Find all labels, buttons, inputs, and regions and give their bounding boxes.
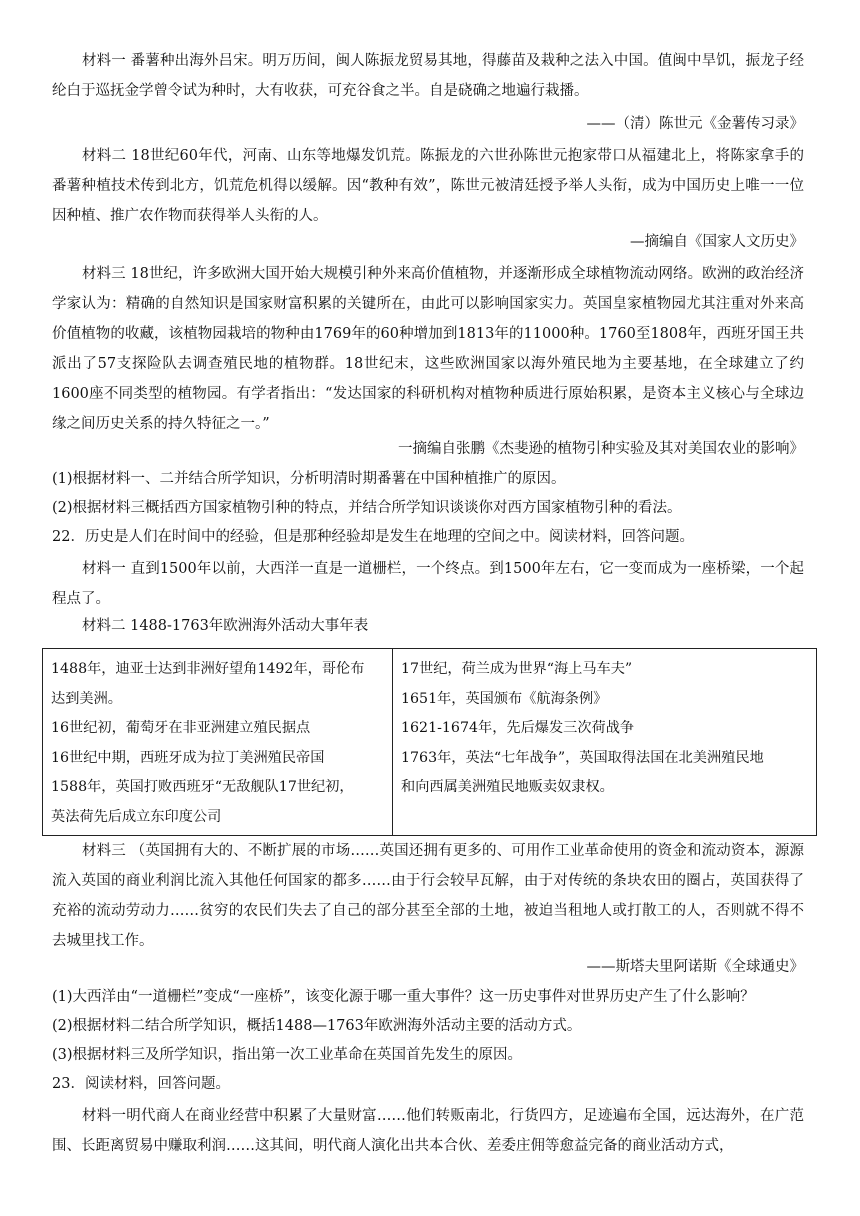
q22-material-3-text: 材料三 （英国拥有大的、不断扩展的市场……英国还拥有更多的、可用作工业革命使用的资金和流动资本，源源流入英国的商业利润比流入其他任何国家的都多……由于行会较早瓦解，由于对传统的条块农田的圈占，英国获得了充裕的流动劳动力……贫穷的农民们失去了自己的部分甚至全部的土地，被迫当租地人或打散工的人，否则就不得不去城里找工作。 <box>52 843 804 949</box>
table-left-line: 1488年，迪亚士达到非洲好望角1492年，哥伦布 <box>51 661 365 677</box>
table-left-line: 16世纪中期，西班牙成为拉丁美洲殖民帝国 <box>51 749 325 766</box>
table-right-line: 17世纪，荷兰成为世界“海上马车夫” <box>401 661 633 677</box>
question-21-1: (1)根据材料一、二并结合所学知识，分析明清时期番薯在中国种植推广的原因。 <box>52 471 566 487</box>
q22-material-2-title: 材料二 1488-1763年欧洲海外活动大事年表 <box>82 618 369 634</box>
material-2-text: 材料二 18世纪60年代，河南、山东等地爆发饥荒。陈振龙的六世孙陈世元抱家带口从福建北上，将陈家拿手的番薯种植技术传到北方，饥荒危机得以缓解。因“教种有效”，陈世元被清廷授予举人头衔，成为中国历史上唯一一位因种植、推广农作物而获得举人头衔的人。 <box>52 148 804 224</box>
table-left-cell <box>43 649 393 836</box>
material-1-source: ——（清）陈世元《金薯传习录》 <box>586 116 804 132</box>
q23-material-1-text: 材料一明代商人在商业经营中积累了大量财富……他们转贩南北，行货四方，足迹遍布全国，远达海外，在广范围、长距离贸易中赚取利润……这其间，明代商人演化出共本合伙、差委庄佣等愈益完备的商业活动方式， <box>52 1108 804 1154</box>
q22-material-1-text: 材料一 直到1500年以前，大西洋一直是一道栅栏，一个终点。到1500年左右，它一变而成为一座桥梁，一个起程点了。 <box>52 561 804 607</box>
table-right-line: 1651年，英国颁布《航海条例》 <box>401 690 608 707</box>
question-22-intro: 22．历史是人们在时间中的经验，但是那种经验却是发生在地理的空间之中。阅读材料，回答问题。 <box>52 529 694 545</box>
material-3-source: 一摘编自张鹏《杰斐逊的植物引种实验及其对美国农业的影响》 <box>398 441 804 457</box>
events-timeline-table <box>42 648 817 836</box>
table-right-line: 1763年，英法“七年战争”，英国取得法国在北美洲殖民地 <box>401 749 764 766</box>
question-22-3: (3)根据材料三及所学知识，指出第一次工业革命在英国首先发生的原因。 <box>52 1047 523 1063</box>
table-left-line: 1588年，英国打败西班牙“无敌舰队17世纪初， <box>51 779 354 795</box>
table-right-line: 1621-1674年，先后爆发三次荷战争 <box>401 720 635 736</box>
question-21-2: (2)根据材料三概括西方国家植物引种的特点，并结合所学知识谈谈你对西方国家植物引种的看法。 <box>52 500 682 516</box>
material-2-source: —摘编自《国家人文历史》 <box>630 234 804 250</box>
q22-material-3-source: ——斯塔夫里阿诺斯《全球通史》 <box>586 959 804 975</box>
table-left-line: 达到美洲。 <box>51 690 122 707</box>
table-right-line: 和向西属美洲殖民地贩卖奴隶权。 <box>401 779 614 795</box>
material-1-text: 材料一 番薯种出海外吕宋。明万历间，闽人陈振龙贸易其地，得藤苗及栽种之法入中国。值闽中旱饥，振龙子经纶白于巡抚金学曾令试为种时，大有收获，可充谷食之半。自是硗确之地遍行栽播。 <box>52 53 804 99</box>
question-22-2: (2)根据材料二结合所学知识，概括1488—1763年欧洲海外活动主要的活动方式。 <box>52 1018 582 1034</box>
table-right-cell <box>393 649 817 836</box>
material-3-text: 材料三 18世纪，许多欧洲大国开始大规模引种外来高价值植物，并逐渐形成全球植物流动网络。欧洲的政治经济学家认为：精确的自然知识是国家财富积累的关键所在，由此可以影响国家实力。英国皇家植物园尤其注重对外来高价值植物的收藏，该植物园栽培的物种由1769年的60种增加到1813年的11000种。1760至1808年，西班牙国王共派出了57支探险队去调查殖民地的植物群。18世纪末，这些欧洲国家以海外殖民地为主要基地，在全球建立了约1600座不同类型的植物园。有学者指出：“发达国家的科研机构对植物种质进行原始积累，是资本主义核心与全球边缘之间历史关系的持久特征之一。” <box>52 266 804 432</box>
table-left-line: 英法荷先后成立东印度公司 <box>51 808 222 825</box>
table-left-line: 16世纪初，葡萄牙在非亚洲建立殖民据点 <box>51 720 311 736</box>
question-22-1: (1)大西洋由“一道栅栏”变成“一座桥”，该变化源于哪一重大事件？这一历史事件对世界历史产生了什么影响？ <box>52 989 755 1005</box>
question-23-intro: 23．阅读材料，回答问题。 <box>52 1076 230 1092</box>
